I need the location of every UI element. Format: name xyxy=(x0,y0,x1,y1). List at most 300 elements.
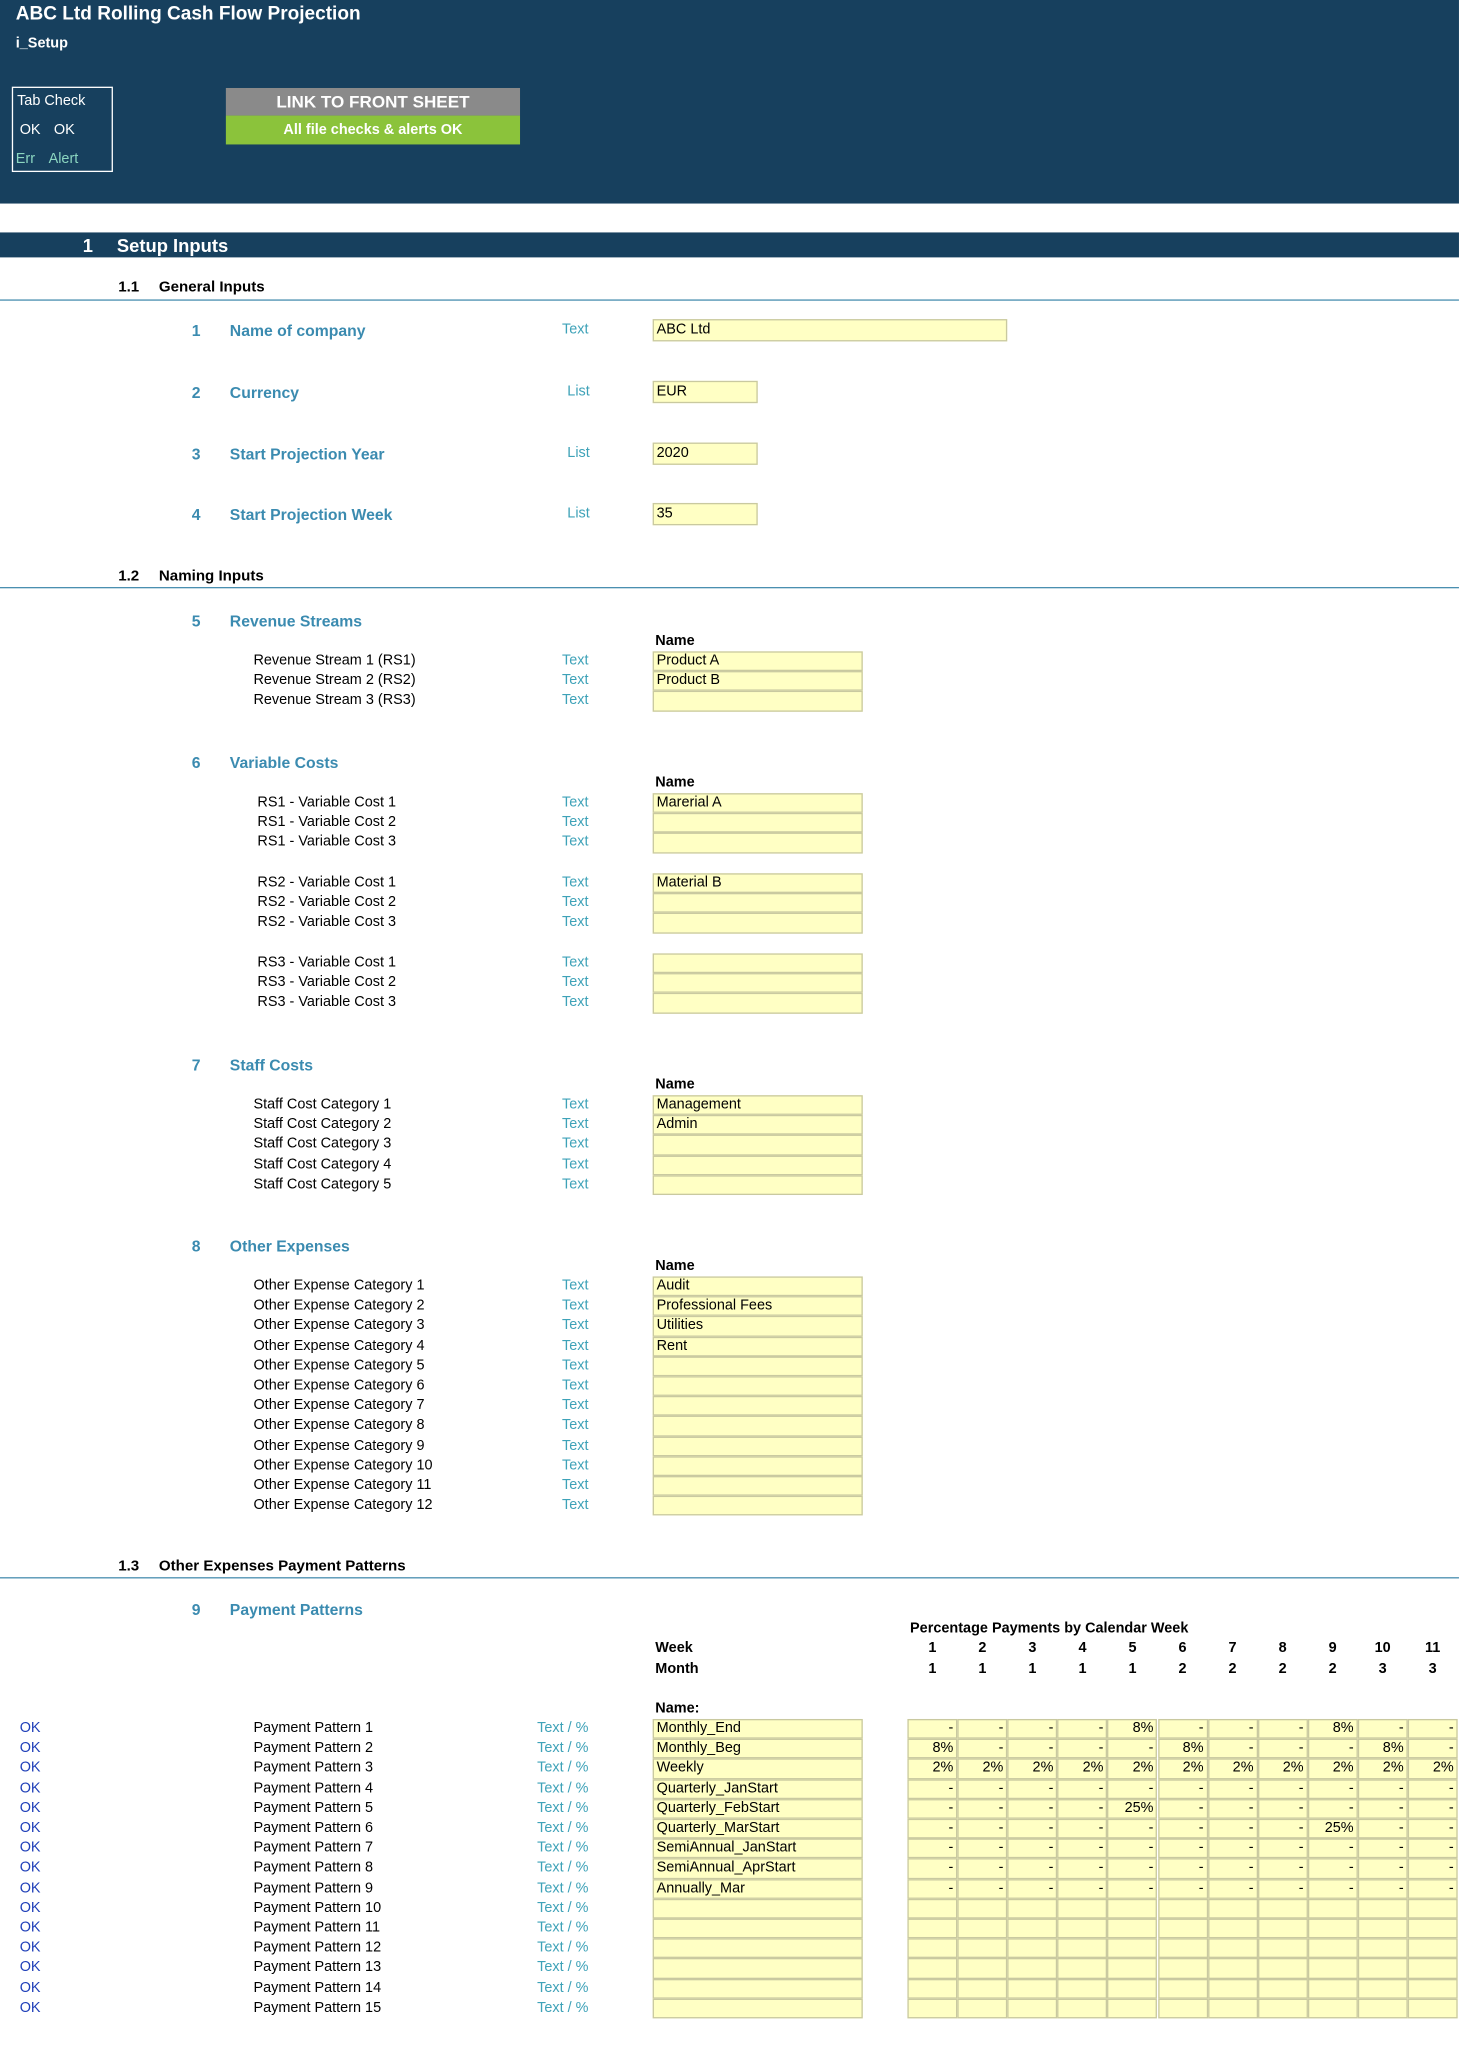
payment-percent-cell[interactable]: 25% xyxy=(1308,1819,1358,1839)
payment-percent-cell[interactable]: - xyxy=(1358,1879,1408,1899)
payment-percent-cell[interactable]: - xyxy=(1108,1739,1158,1759)
payment-percent-cell[interactable] xyxy=(1208,1998,1258,2018)
payment-percent-cell[interactable]: 2% xyxy=(1108,1759,1158,1779)
payment-percent-cell[interactable]: - xyxy=(1408,1859,1458,1879)
payment-percent-cell[interactable]: - xyxy=(1108,1819,1158,1839)
payment-percent-cell[interactable]: - xyxy=(1108,1859,1158,1879)
payment-pattern-name-input[interactable] xyxy=(653,1958,863,1978)
variable-cost-input[interactable] xyxy=(653,953,863,973)
payment-percent-cell[interactable]: - xyxy=(1408,1719,1458,1739)
other-expense-label: Other Expense Category 12 xyxy=(253,1497,433,1514)
payment-percent-cell[interactable] xyxy=(1308,1899,1358,1919)
payment-percent-cell[interactable] xyxy=(1258,1978,1308,1998)
payment-percent-cell[interactable] xyxy=(1408,1919,1458,1939)
payment-percent-cell[interactable]: 2% xyxy=(1007,1759,1057,1779)
payment-percent-cell[interactable]: - xyxy=(1308,1879,1358,1899)
tab-check-err-label: Err xyxy=(15,151,36,167)
input-type-label: Text xyxy=(562,1116,589,1133)
payment-percent-cell[interactable]: - xyxy=(907,1879,957,1899)
payment-percent-cell[interactable] xyxy=(1358,1919,1408,1939)
payment-percent-cell[interactable]: - xyxy=(1108,1879,1158,1899)
payment-percent-cell[interactable]: - xyxy=(1258,1819,1308,1839)
payment-percent-cell[interactable] xyxy=(1358,1939,1408,1959)
payment-pattern-name-input[interactable] xyxy=(653,1939,863,1959)
payment-percent-cell[interactable] xyxy=(1108,1919,1158,1939)
payment-percent-cell[interactable] xyxy=(1208,1899,1258,1919)
payment-percent-cell[interactable]: - xyxy=(1007,1719,1057,1739)
payment-percent-cell[interactable]: 2% xyxy=(1408,1759,1458,1779)
week-row-label: Week xyxy=(655,1640,693,1656)
other-expense-input[interactable]: Utilities xyxy=(653,1316,863,1336)
payment-percent-cell[interactable] xyxy=(1308,1998,1358,2018)
revenue-stream-input[interactable]: Product B xyxy=(653,671,863,691)
payment-percent-cell[interactable] xyxy=(907,1939,957,1959)
payment-percent-cell[interactable]: - xyxy=(957,1859,1007,1879)
input-number: 2 xyxy=(191,383,201,402)
payment-percent-cell[interactable] xyxy=(1058,1958,1108,1978)
payment-percent-cell[interactable]: - xyxy=(1007,1819,1057,1839)
payment-percent-cell[interactable]: - xyxy=(1208,1719,1258,1739)
payment-percent-cell[interactable] xyxy=(1007,1939,1057,1959)
payment-percent-cell[interactable]: - xyxy=(907,1839,957,1859)
payment-percent-cell[interactable]: - xyxy=(1058,1799,1108,1819)
subsection-title: General Inputs xyxy=(158,279,265,296)
payment-percent-cell[interactable] xyxy=(1358,1958,1408,1978)
payment-pattern-name-input[interactable]: SemiAnnual_AprStart xyxy=(653,1859,863,1879)
payment-percent-cell[interactable]: - xyxy=(1358,1719,1408,1739)
other-expense-label: Other Expense Category 9 xyxy=(253,1437,425,1454)
payment-percent-cell[interactable] xyxy=(1308,1919,1358,1939)
payment-percent-cell[interactable]: - xyxy=(957,1719,1007,1739)
payment-percent-cell[interactable]: - xyxy=(1158,1779,1208,1799)
other-expense-label: Other Expense Category 10 xyxy=(253,1457,433,1474)
payment-percent-cell[interactable]: 25% xyxy=(1108,1799,1158,1819)
payment-percent-cell[interactable] xyxy=(1058,1978,1108,1998)
staff-cost-input[interactable] xyxy=(653,1175,863,1195)
other-expense-input[interactable] xyxy=(653,1396,863,1416)
payment-percent-cell[interactable]: - xyxy=(1158,1799,1208,1819)
payment-percent-cell[interactable]: - xyxy=(1258,1799,1308,1819)
variable-cost-input[interactable] xyxy=(653,913,863,933)
input-number: 8 xyxy=(191,1237,201,1256)
payment-percent-cell[interactable]: 2% xyxy=(1308,1759,1358,1779)
tab-check-ok-status: OK xyxy=(19,122,41,138)
input-type-label: Text xyxy=(562,894,589,911)
payment-percent-cell[interactable]: - xyxy=(1208,1879,1258,1899)
payment-percent-cell[interactable] xyxy=(1058,1899,1108,1919)
input-number: 7 xyxy=(191,1055,201,1075)
payment-percent-cell[interactable] xyxy=(907,1958,957,1978)
payment-percent-cell[interactable]: - xyxy=(957,1799,1007,1819)
payment-percent-cell[interactable]: 2% xyxy=(1058,1759,1108,1779)
payment-percent-cell[interactable] xyxy=(1258,1958,1308,1978)
payment-percent-cell[interactable]: 8% xyxy=(1308,1719,1358,1739)
input-type-label: Text xyxy=(562,974,589,991)
payment-percent-cell[interactable]: - xyxy=(1358,1819,1408,1839)
month-number: 2 xyxy=(1328,1661,1337,1677)
payment-percent-cell[interactable]: 8% xyxy=(907,1739,957,1759)
payment-percent-cell[interactable]: - xyxy=(957,1739,1007,1759)
payment-pattern-name-input[interactable]: Quarterly_MarStart xyxy=(653,1819,863,1839)
payment-percent-cell[interactable] xyxy=(1108,1939,1158,1959)
payment-percent-cell[interactable] xyxy=(1007,1998,1057,2018)
input-type-label: Text xyxy=(562,1437,589,1454)
payment-percent-cell[interactable]: - xyxy=(1208,1779,1258,1799)
payment-percent-cell[interactable] xyxy=(907,1978,957,1998)
payment-percent-cell[interactable]: - xyxy=(1208,1859,1258,1879)
payment-percent-cell[interactable]: - xyxy=(1108,1839,1158,1859)
payment-percent-cell[interactable]: - xyxy=(1258,1719,1308,1739)
payment-pattern-name-input[interactable] xyxy=(653,1919,863,1939)
revenue-stream-input[interactable] xyxy=(653,691,863,711)
payment-percent-cell[interactable]: - xyxy=(907,1819,957,1839)
tab-check-alert-label: Alert xyxy=(48,151,79,167)
staff-cost-label: Staff Cost Category 2 xyxy=(253,1116,392,1133)
input-number: 1 xyxy=(191,321,201,341)
pattern-name-header: Name: xyxy=(655,1700,700,1717)
payment-percent-cell[interactable] xyxy=(1007,1919,1057,1939)
payment-percent-cell[interactable]: - xyxy=(1358,1799,1408,1819)
input-type-label: Text xyxy=(562,1477,589,1494)
payment-percent-cell[interactable]: - xyxy=(1308,1779,1358,1799)
week-number: 9 xyxy=(1328,1640,1337,1656)
payment-pattern-name-input[interactable]: Monthly_End xyxy=(653,1719,863,1739)
input-type-label: Text / % xyxy=(537,1979,589,1996)
payment-percent-cell[interactable]: - xyxy=(1408,1819,1458,1839)
input-type-label: Text / % xyxy=(537,1800,589,1816)
payment-percent-cell[interactable]: - xyxy=(1108,1779,1158,1799)
other-expense-input[interactable]: Rent xyxy=(653,1336,863,1356)
input-type-label: Text xyxy=(562,994,589,1011)
payment-percent-cell[interactable] xyxy=(1158,1978,1208,1998)
payment-pattern-name-input[interactable]: Weekly xyxy=(653,1759,863,1779)
input-number: 9 xyxy=(191,1600,201,1620)
staff-cost-input[interactable] xyxy=(653,1155,863,1175)
payment-percent-cell[interactable] xyxy=(1108,1958,1158,1978)
payment-percent-cell[interactable] xyxy=(1158,1939,1208,1959)
payment-pattern-name-input[interactable]: Quarterly_FebStart xyxy=(653,1799,863,1819)
payment-percent-cell[interactable] xyxy=(1358,1998,1408,2018)
payment-percent-cell[interactable]: - xyxy=(907,1799,957,1819)
payment-pattern-name-input[interactable]: Quarterly_JanStart xyxy=(653,1779,863,1799)
input-type-label: Text xyxy=(562,874,589,891)
payment-percent-cell[interactable] xyxy=(1158,1958,1208,1978)
payment-percent-cell[interactable]: - xyxy=(1058,1819,1108,1839)
payment-percent-cell[interactable] xyxy=(1007,1978,1057,1998)
week-number: 10 xyxy=(1374,1640,1391,1656)
payment-percent-cell[interactable]: 2% xyxy=(957,1759,1007,1779)
payment-pattern-name-input[interactable]: Monthly_Beg xyxy=(653,1739,863,1759)
staff-cost-label: Staff Cost Category 4 xyxy=(253,1156,392,1173)
payment-percent-cell[interactable] xyxy=(1208,1919,1258,1939)
payment-percent-cell[interactable]: - xyxy=(1408,1839,1458,1859)
payment-percent-cell[interactable] xyxy=(1108,1978,1158,1998)
month-number: 3 xyxy=(1378,1661,1387,1677)
variable-cost-label: RS1 - Variable Cost 2 xyxy=(257,814,397,831)
payment-percent-cell[interactable]: - xyxy=(1058,1739,1108,1759)
input-type-label: Text xyxy=(562,672,589,689)
input-type-label: Text xyxy=(562,834,589,851)
variable-cost-input[interactable] xyxy=(653,893,863,913)
payment-percent-cell[interactable] xyxy=(1308,1978,1358,1998)
revenue-stream-label: Revenue Stream 2 (RS2) xyxy=(253,672,416,689)
other-expense-input[interactable] xyxy=(653,1416,863,1436)
payment-percent-cell[interactable]: - xyxy=(1308,1739,1358,1759)
payment-pattern-label: Payment Pattern 15 xyxy=(253,1999,382,2016)
payment-percent-cell[interactable]: - xyxy=(1058,1879,1108,1899)
input-type-label: Text / % xyxy=(537,1919,589,1936)
payment-percent-cell[interactable]: - xyxy=(1158,1859,1208,1879)
other-expense-input[interactable] xyxy=(653,1436,863,1456)
input-type-label: Text xyxy=(562,1337,589,1354)
start-week-select[interactable]: 35 xyxy=(653,503,758,525)
payment-percent-cell[interactable]: - xyxy=(1208,1839,1258,1859)
payment-percent-cell[interactable]: 2% xyxy=(1208,1759,1258,1779)
payment-pattern-name-input[interactable] xyxy=(653,1899,863,1919)
payment-percent-cell[interactable] xyxy=(1408,1978,1458,1998)
payment-pattern-label: Payment Pattern 14 xyxy=(253,1979,382,1996)
payment-percent-cell[interactable]: - xyxy=(1158,1879,1208,1899)
other-expense-label: Other Expense Category 2 xyxy=(253,1297,425,1314)
name-column-header: Name xyxy=(655,1076,695,1093)
payment-percent-cell[interactable] xyxy=(1258,1998,1308,2018)
payment-percent-cell[interactable] xyxy=(1408,1958,1458,1978)
company-name-label: Name of company xyxy=(229,321,366,341)
payment-percent-cell[interactable]: - xyxy=(907,1779,957,1799)
app-title: ABC Ltd Rolling Cash Flow Projection xyxy=(15,3,361,25)
payment-percent-cell[interactable] xyxy=(1158,1899,1208,1919)
payment-percent-cell[interactable] xyxy=(957,1899,1007,1919)
other-expense-input[interactable] xyxy=(653,1376,863,1396)
payment-percent-cell[interactable]: - xyxy=(1408,1779,1458,1799)
payment-percent-cell[interactable] xyxy=(957,1978,1007,1998)
revenue-stream-input[interactable]: Product A xyxy=(653,651,863,671)
month-number: 1 xyxy=(1028,1661,1037,1677)
other-expense-input[interactable]: Audit xyxy=(653,1276,863,1296)
input-type-label: Text xyxy=(562,1457,589,1474)
input-type-label: Text / % xyxy=(537,1860,589,1876)
payment-percent-cell[interactable] xyxy=(1358,1978,1408,1998)
payment-percent-cell[interactable] xyxy=(1208,1939,1258,1959)
payment-percent-cell[interactable]: - xyxy=(1408,1739,1458,1759)
input-type-label: Text xyxy=(562,321,589,338)
input-type-label: Text / % xyxy=(537,1899,589,1916)
payment-percent-cell[interactable] xyxy=(1408,1998,1458,2018)
staff-cost-label: Staff Cost Category 3 xyxy=(253,1136,392,1153)
payment-percent-cell[interactable]: - xyxy=(1058,1859,1108,1879)
header-banner xyxy=(0,0,1459,204)
other-expense-input[interactable] xyxy=(653,1356,863,1376)
payment-percent-cell[interactable] xyxy=(1358,1899,1408,1919)
payment-percent-cell[interactable] xyxy=(907,1899,957,1919)
payment-percent-cell[interactable]: - xyxy=(1208,1799,1258,1819)
payment-percent-cell[interactable]: - xyxy=(1007,1859,1057,1879)
payment-percent-cell[interactable]: - xyxy=(1158,1719,1208,1739)
payment-percent-cell[interactable] xyxy=(1058,1939,1108,1959)
payment-percent-cell[interactable]: 2% xyxy=(1258,1759,1308,1779)
payment-percent-cell[interactable]: - xyxy=(957,1839,1007,1859)
payment-pattern-name-input[interactable] xyxy=(653,1998,863,2018)
input-type-label: Text xyxy=(562,954,589,971)
payment-percent-cell[interactable]: - xyxy=(907,1719,957,1739)
input-type-label: Text / % xyxy=(537,1999,589,2016)
staff-cost-input[interactable]: Admin xyxy=(653,1115,863,1135)
payment-percent-cell[interactable]: - xyxy=(1158,1819,1208,1839)
month-number: 1 xyxy=(978,1661,987,1677)
payment-percent-cell[interactable]: - xyxy=(957,1819,1007,1839)
payment-percent-cell[interactable]: 8% xyxy=(1158,1739,1208,1759)
currency-select[interactable]: EUR xyxy=(653,381,758,403)
payment-percent-cell[interactable]: - xyxy=(1258,1739,1308,1759)
payment-percent-cell[interactable] xyxy=(1408,1939,1458,1959)
input-type-label: Text xyxy=(562,914,589,931)
input-type-label: Text / % xyxy=(537,1780,589,1796)
payment-percent-cell[interactable]: - xyxy=(1308,1799,1358,1819)
payment-percent-cell[interactable] xyxy=(1158,1919,1208,1939)
payment-percent-cell[interactable] xyxy=(1007,1958,1057,1978)
payment-percent-cell[interactable] xyxy=(907,1998,957,2018)
variable-cost-input[interactable] xyxy=(653,813,863,833)
payment-percent-cell[interactable] xyxy=(1158,1998,1208,2018)
month-number: 1 xyxy=(1128,1661,1137,1677)
input-type-label: Text xyxy=(562,652,589,669)
input-type-label: Text / % xyxy=(537,1720,589,1737)
variable-cost-input[interactable]: Material B xyxy=(653,873,863,893)
payment-pattern-name-input[interactable]: Annually_Mar xyxy=(653,1879,863,1899)
payment-patterns-title: Payment Patterns xyxy=(229,1600,363,1620)
variable-cost-input[interactable] xyxy=(653,973,863,993)
payment-percent-cell[interactable]: - xyxy=(1408,1879,1458,1899)
payment-percent-cell[interactable]: - xyxy=(957,1779,1007,1799)
payment-percent-cell[interactable]: 2% xyxy=(907,1759,957,1779)
payment-percent-cell[interactable] xyxy=(907,1919,957,1939)
revenue-streams-title: Revenue Streams xyxy=(229,611,363,631)
other-expense-input[interactable]: Professional Fees xyxy=(653,1296,863,1316)
other-expense-input[interactable] xyxy=(653,1476,863,1496)
payment-percent-cell[interactable] xyxy=(1108,1899,1158,1919)
payment-pattern-label: Payment Pattern 5 xyxy=(253,1800,374,1816)
payment-percent-cell[interactable] xyxy=(1258,1919,1308,1939)
tab-name: i_Setup xyxy=(15,35,68,52)
payment-pattern-name-input[interactable] xyxy=(653,1978,863,1998)
payment-percent-cell[interactable] xyxy=(1208,1978,1258,1998)
payment-percent-cell[interactable]: - xyxy=(1258,1779,1308,1799)
section-title: Setup Inputs xyxy=(116,235,229,257)
input-type-label: Text xyxy=(562,1136,589,1153)
input-type-label: Text / % xyxy=(537,1840,589,1856)
payment-percent-cell[interactable]: - xyxy=(1007,1799,1057,1819)
payment-percent-cell[interactable]: - xyxy=(1358,1839,1408,1859)
payment-percent-cell[interactable] xyxy=(1058,1998,1108,2018)
payment-percent-cell[interactable]: - xyxy=(1358,1779,1408,1799)
month-number: 2 xyxy=(1278,1661,1287,1677)
payment-pattern-label: Payment Pattern 2 xyxy=(253,1740,374,1756)
payment-percent-cell[interactable]: 2% xyxy=(1158,1759,1208,1779)
variable-cost-input[interactable] xyxy=(653,833,863,853)
input-type-label: Text xyxy=(562,1156,589,1173)
input-type-label: Text xyxy=(562,1297,589,1314)
payment-percent-cell[interactable]: - xyxy=(1258,1859,1308,1879)
payment-percent-cell[interactable]: - xyxy=(907,1859,957,1879)
payment-percent-cell[interactable] xyxy=(1408,1899,1458,1919)
variable-cost-input[interactable] xyxy=(653,993,863,1013)
payment-percent-cell[interactable]: - xyxy=(1058,1779,1108,1799)
payment-percent-cell[interactable]: - xyxy=(1258,1839,1308,1859)
staff-cost-input[interactable]: Management xyxy=(653,1095,863,1115)
other-expense-input[interactable] xyxy=(653,1496,863,1516)
payment-percent-cell[interactable] xyxy=(1208,1958,1258,1978)
payment-percent-cell[interactable] xyxy=(1258,1939,1308,1959)
company-name-input[interactable]: ABC Ltd xyxy=(653,319,1008,341)
payment-percent-cell[interactable] xyxy=(957,1939,1007,1959)
payment-percent-cell[interactable]: - xyxy=(1058,1719,1108,1739)
payment-percent-cell[interactable]: - xyxy=(1208,1819,1258,1839)
start-week-label: Start Projection Week xyxy=(229,505,393,524)
payment-percent-cell[interactable]: - xyxy=(1258,1879,1308,1899)
payment-percent-cell[interactable] xyxy=(957,1919,1007,1939)
payment-percent-cell[interactable]: - xyxy=(1308,1839,1358,1859)
payment-pattern-label: Payment Pattern 11 xyxy=(253,1919,381,1936)
payment-percent-cell[interactable] xyxy=(957,1998,1007,2018)
input-type-label: Text / % xyxy=(537,1939,589,1956)
payment-percent-cell[interactable]: - xyxy=(957,1879,1007,1899)
revenue-stream-label: Revenue Stream 1 (RS1) xyxy=(253,652,416,669)
input-type-label: Text xyxy=(562,1377,589,1394)
staff-cost-label: Staff Cost Category 5 xyxy=(253,1176,392,1193)
payment-percent-cell[interactable]: - xyxy=(1007,1879,1057,1899)
payment-percent-cell[interactable] xyxy=(1058,1919,1108,1939)
variable-cost-input[interactable]: Marerial A xyxy=(653,793,863,813)
pattern-check-status: OK xyxy=(19,1800,41,1816)
payment-percent-cell[interactable]: - xyxy=(1358,1859,1408,1879)
pattern-check-status: OK xyxy=(19,1939,41,1956)
payment-pattern-name-input[interactable]: SemiAnnual_JanStart xyxy=(653,1839,863,1859)
payment-pattern-label: Payment Pattern 6 xyxy=(253,1820,374,1836)
payment-percent-cell[interactable]: - xyxy=(1308,1859,1358,1879)
payment-percent-cell[interactable]: - xyxy=(1158,1839,1208,1859)
payment-percent-cell[interactable] xyxy=(1308,1958,1358,1978)
payment-percent-cell[interactable] xyxy=(1007,1899,1057,1919)
link-to-front-sheet-button[interactable]: LINK TO FRONT SHEET xyxy=(226,88,520,116)
payment-percent-cell[interactable]: - xyxy=(1058,1839,1108,1859)
payment-percent-cell[interactable] xyxy=(1258,1899,1308,1919)
pattern-check-status: OK xyxy=(19,1840,41,1856)
payment-percent-cell[interactable]: - xyxy=(1007,1839,1057,1859)
payment-percent-cell[interactable]: - xyxy=(1007,1779,1057,1799)
payment-percent-cell[interactable]: - xyxy=(1007,1739,1057,1759)
input-type-label: Text xyxy=(562,1277,589,1294)
payment-percent-cell[interactable] xyxy=(1108,1998,1158,2018)
input-type-label: Text xyxy=(562,1417,589,1434)
payment-percent-cell[interactable]: 8% xyxy=(1108,1719,1158,1739)
pattern-check-status: OK xyxy=(19,1979,41,1996)
staff-cost-input[interactable] xyxy=(653,1135,863,1155)
payment-percent-cell[interactable]: - xyxy=(1408,1799,1458,1819)
variable-cost-label: RS3 - Variable Cost 3 xyxy=(257,994,397,1011)
payment-percent-cell[interactable]: 8% xyxy=(1358,1739,1408,1759)
start-year-select[interactable]: 2020 xyxy=(653,443,758,465)
input-type-label: Text xyxy=(562,1357,589,1374)
payment-percent-cell[interactable]: 2% xyxy=(1358,1759,1408,1779)
input-number: 5 xyxy=(191,611,201,631)
other-expense-label: Other Expense Category 7 xyxy=(253,1397,425,1414)
week-number: 8 xyxy=(1278,1640,1287,1656)
payment-percent-cell[interactable] xyxy=(957,1958,1007,1978)
input-type-label: Text xyxy=(562,1317,589,1334)
payment-percent-cell[interactable]: - xyxy=(1208,1739,1258,1759)
other-expense-input[interactable] xyxy=(653,1456,863,1476)
payment-percent-cell[interactable] xyxy=(1308,1939,1358,1959)
